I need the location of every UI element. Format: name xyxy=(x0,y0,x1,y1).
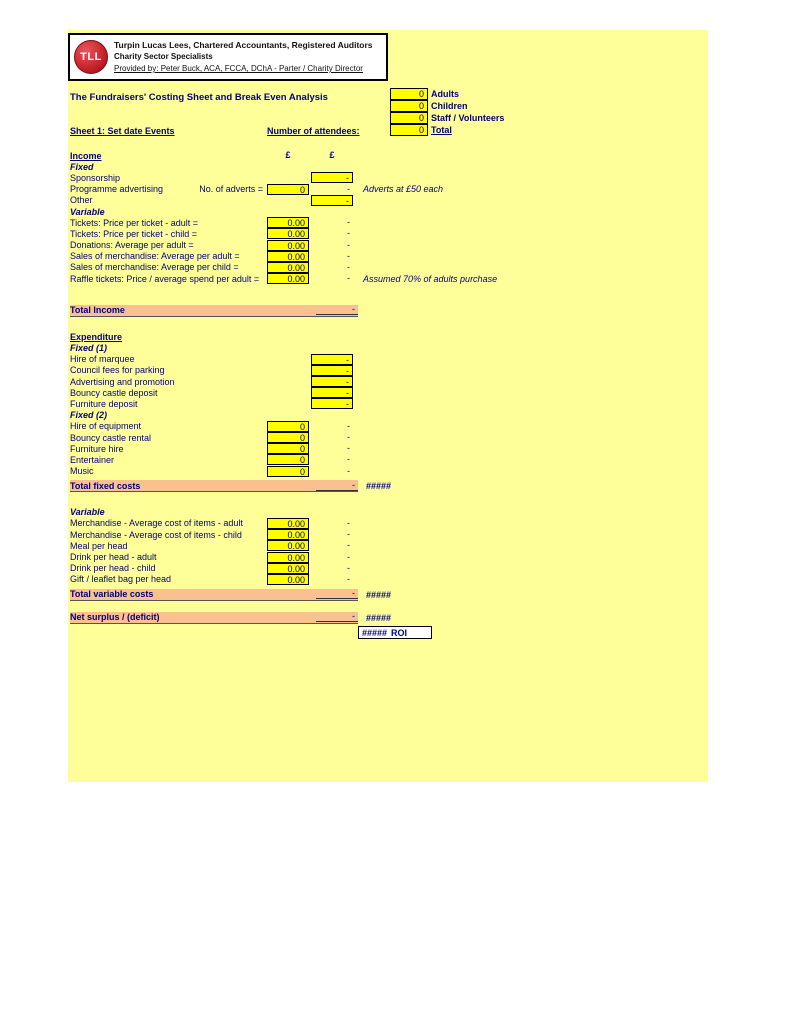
fixed2-heading: Fixed (2) xyxy=(70,410,108,421)
merch-cost-adult-input-cell[interactable]: 0.00 xyxy=(267,518,309,529)
advertising-input-cell[interactable]: - xyxy=(311,376,353,387)
row-label: Music xyxy=(70,466,94,477)
tll-logo: TLL xyxy=(74,40,108,74)
income-heading: Income xyxy=(70,150,102,161)
total-income-label: Total Income xyxy=(70,305,125,316)
letterhead xyxy=(68,33,388,81)
row-label: Merchandise - Average cost of items - child xyxy=(70,529,242,540)
furniture-deposit-input-cell[interactable]: - xyxy=(311,398,353,409)
row-label: Sales of merchandise: Average per child = xyxy=(70,262,239,273)
row-hire-marquee xyxy=(70,354,706,365)
row-merch-cost-adult xyxy=(70,518,706,529)
raffle-note: Assumed 70% of adults purchase xyxy=(363,273,498,284)
net-surplus-label: Net surplus / (deficit) xyxy=(70,612,160,622)
total-income-row xyxy=(70,304,706,317)
row-result: - xyxy=(347,228,350,239)
row-programme-advertising xyxy=(70,184,706,195)
row-result: - xyxy=(347,239,350,250)
row-merch-cost-child xyxy=(70,529,706,540)
row-result: - xyxy=(347,551,350,562)
row-label: Advertising and promotion xyxy=(70,376,175,387)
row-ticket-child xyxy=(70,228,706,239)
row-label: Programme advertising xyxy=(70,184,164,195)
equipment-input-cell[interactable]: 0 xyxy=(267,421,309,432)
attendees-heading: Number of attendees: xyxy=(267,126,360,136)
row-result: - xyxy=(347,261,350,272)
expenditure-heading: Expenditure xyxy=(70,331,123,342)
row-entertainer xyxy=(70,454,706,465)
row-hire-equipment xyxy=(70,421,706,432)
row-label: Bouncy castle rental xyxy=(70,432,152,443)
row-bouncy-rental xyxy=(70,432,706,443)
ticket-child-input-cell[interactable]: 0.00 xyxy=(267,228,309,239)
donations-input-cell[interactable]: 0.00 xyxy=(267,240,309,251)
staff-input-cell[interactable]: 0 xyxy=(390,112,428,124)
row-merch-adult xyxy=(70,251,706,262)
row-meal-per-head xyxy=(70,540,706,551)
other-input-cell[interactable]: - xyxy=(311,195,353,206)
row-donations xyxy=(70,240,706,251)
total-income-value: - xyxy=(316,305,358,315)
provided-by: Provided by: Peter Buck, ACA, FCCA, DChA - Parter / Charity Director xyxy=(114,64,363,73)
total-variable-overflow: ##### xyxy=(366,589,392,600)
net-surplus-row xyxy=(70,611,706,624)
row-result: - xyxy=(347,573,350,584)
fixed1-heading: Fixed (1) xyxy=(70,343,108,354)
row-label: Sponsorship xyxy=(70,172,121,183)
row-other xyxy=(70,195,706,206)
expenditure-variable-heading: Variable xyxy=(70,507,105,518)
attendees-row-children xyxy=(390,100,504,112)
row-label: Entertainer xyxy=(70,454,115,465)
row-label: Donations: Average per adult = xyxy=(70,240,194,251)
row-sponsorship xyxy=(70,172,706,183)
row-result: - xyxy=(347,250,350,261)
music-input-cell[interactable]: 0 xyxy=(267,466,309,477)
adverts-note: Adverts at £50 each xyxy=(363,184,444,195)
net-surplus-value: - xyxy=(316,612,358,622)
row-label: Meal per head xyxy=(70,540,128,551)
total-attendees-cell: 0 xyxy=(390,124,428,136)
row-result: - xyxy=(347,217,350,228)
gift-bag-input-cell[interactable]: 0.00 xyxy=(267,574,309,585)
net-surplus-overflow: ##### xyxy=(366,612,392,623)
merch-cost-child-input-cell[interactable]: 0.00 xyxy=(267,529,309,540)
council-fees-input-cell[interactable]: - xyxy=(311,365,353,376)
row-result: - xyxy=(347,273,350,284)
total-variable-label: Total variable costs xyxy=(70,589,154,599)
worksheet xyxy=(68,30,708,782)
costing-grid xyxy=(70,150,706,640)
ticket-adult-input-cell[interactable]: 0.00 xyxy=(267,217,309,228)
adverts-input-cell[interactable]: 0 xyxy=(267,184,309,195)
row-result: - xyxy=(347,420,350,431)
attendees-row-total xyxy=(390,124,504,136)
roi-box xyxy=(358,626,432,639)
children-label: Children xyxy=(431,101,468,111)
row-result: - xyxy=(347,517,350,528)
row-result: - xyxy=(347,432,350,443)
row-furniture-deposit xyxy=(70,398,706,409)
row-label: Drink per head - child xyxy=(70,563,156,574)
drink-adult-input-cell[interactable]: 0.00 xyxy=(267,552,309,563)
total-variable-value: - xyxy=(316,589,358,599)
income-variable-heading: Variable xyxy=(70,206,105,217)
row-label: Other xyxy=(70,195,93,206)
row-label: Tickets: Price per ticket - adult = xyxy=(70,217,198,228)
row-ticket-adult xyxy=(70,217,706,228)
row-gift-bag xyxy=(70,574,706,585)
row-drink-child xyxy=(70,563,706,574)
row-label: Sales of merchandise: Average per adult = xyxy=(70,251,240,262)
row-label: Hire of marquee xyxy=(70,354,135,365)
firm-name: Turpin Lucas Lees, Chartered Accountants, Registered Auditors xyxy=(114,40,373,50)
firm-tagline: Charity Sector Specialists xyxy=(114,52,213,61)
total-fixed-costs-row xyxy=(70,480,706,493)
row-merch-child xyxy=(70,262,706,273)
attendees-row-adults xyxy=(390,88,504,100)
marquee-input-cell[interactable]: - xyxy=(311,354,353,365)
children-input-cell[interactable]: 0 xyxy=(390,100,428,112)
col2-pound: £ xyxy=(329,150,335,161)
income-fixed-heading: Fixed xyxy=(70,161,94,172)
row-label: Furniture hire xyxy=(70,443,124,454)
bouncy-rental-input-cell[interactable]: 0 xyxy=(267,432,309,443)
adults-input-cell[interactable]: 0 xyxy=(390,88,428,100)
staff-label: Staff / Volunteers xyxy=(431,113,505,123)
attendees-row-staff xyxy=(390,112,504,124)
row-label: Drink per head - adult xyxy=(70,552,157,563)
row-label: Raffle tickets: Price / average spend per adult = xyxy=(70,273,260,284)
row-music xyxy=(70,466,706,477)
adverts-count-label: No. of adverts = xyxy=(199,184,263,195)
row-label: Furniture deposit xyxy=(70,398,138,409)
meal-input-cell[interactable]: 0.00 xyxy=(267,540,309,551)
merch-child-input-cell[interactable]: 0.00 xyxy=(267,262,309,273)
row-result: - xyxy=(347,465,350,476)
furniture-hire-input-cell[interactable]: 0 xyxy=(267,443,309,454)
attendees-block xyxy=(390,88,504,136)
sheet-label: Sheet 1: Set date Events xyxy=(70,126,175,136)
total-fixed-value: - xyxy=(316,481,358,491)
entertainer-input-cell[interactable]: 0 xyxy=(267,454,309,465)
row-result: - xyxy=(347,540,350,551)
row-result: - xyxy=(347,443,350,454)
drink-child-input-cell[interactable]: 0.00 xyxy=(267,563,309,574)
row-result: - xyxy=(347,529,350,540)
row-label: Gift / leaflet bag per head xyxy=(70,574,172,585)
row-label: Hire of equipment xyxy=(70,421,142,432)
row-bouncy-deposit xyxy=(70,387,706,398)
row-label: Bouncy castle deposit xyxy=(70,387,158,398)
page-title: The Fundraisers' Costing Sheet and Break Even Analysis xyxy=(70,92,328,103)
raffle-input-cell[interactable]: 0.00 xyxy=(267,273,309,284)
row-furniture-hire xyxy=(70,443,706,454)
adults-label: Adults xyxy=(431,89,459,99)
row-result: - xyxy=(347,562,350,573)
total-variable-costs-row xyxy=(70,588,706,601)
row-council-fees xyxy=(70,365,706,376)
roi-row xyxy=(70,626,706,640)
merch-adult-input-cell[interactable]: 0.00 xyxy=(267,251,309,262)
row-raffle xyxy=(70,273,706,284)
bouncy-deposit-input-cell[interactable]: - xyxy=(311,387,353,398)
programme-result: - xyxy=(347,183,350,194)
row-advertising-promo xyxy=(70,376,706,387)
row-label: Merchandise - Average cost of items - adult xyxy=(70,518,243,529)
row-label: Council fees for parking xyxy=(70,365,165,376)
row-drink-adult xyxy=(70,551,706,562)
col1-pound: £ xyxy=(285,150,291,161)
total-fixed-overflow: ##### xyxy=(366,481,392,492)
total-attendees-label: Total xyxy=(431,125,452,135)
row-label: Tickets: Price per ticket - child = xyxy=(70,228,197,239)
sponsorship-input-cell[interactable]: - xyxy=(311,172,353,183)
roi-overflow: ##### xyxy=(362,627,388,638)
roi-label: ROI xyxy=(391,627,408,638)
row-result: - xyxy=(347,454,350,465)
total-fixed-label: Total fixed costs xyxy=(70,480,141,491)
